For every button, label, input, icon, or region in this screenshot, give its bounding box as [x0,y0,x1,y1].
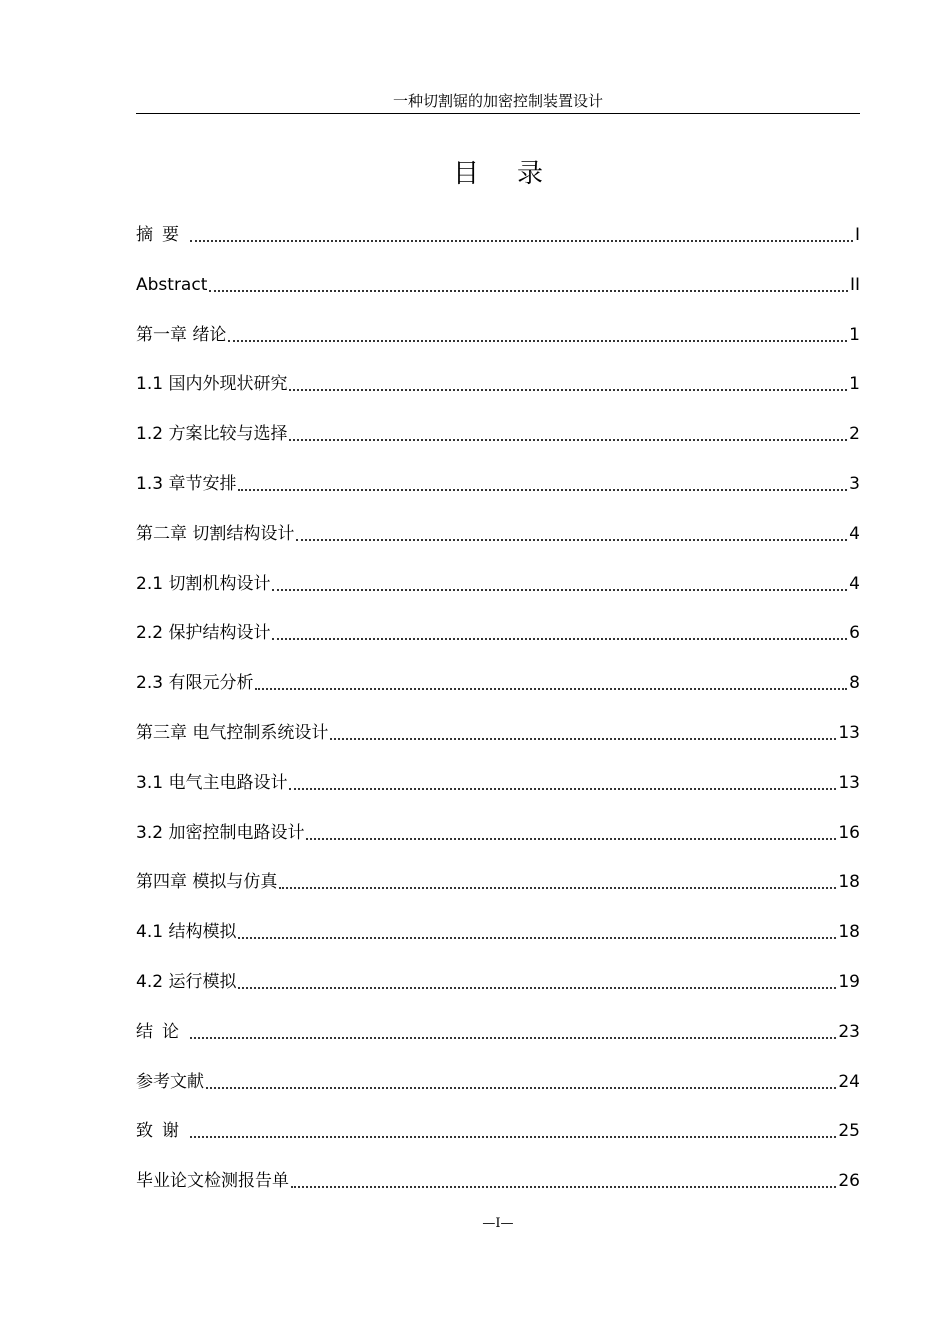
toc-entry-page: 25 [838,1121,860,1142]
toc-entry-label: 1.2 方案比较与选择 [136,424,288,445]
toc-entry-conclusion[interactable] [136,1019,860,1069]
dot-leader [209,272,848,298]
toc-entry-page: 4 [849,523,860,544]
dot-leader [190,1118,836,1144]
toc-entry-acknowledgements[interactable] [136,1118,860,1168]
toc-entry-references[interactable] [136,1069,860,1119]
toc-entry-section-3-1[interactable] [136,770,860,820]
toc-entry-label: 4.2 运行模拟 [136,971,237,992]
toc-entry-page: II [849,274,860,295]
toc-entry-label: 摘要 [136,225,188,245]
toc-entry-chapter-2[interactable] [136,521,860,571]
dot-leader [296,521,847,547]
toc-entry-page: 16 [838,822,860,843]
toc-entry-section-4-1[interactable] [136,919,860,969]
dot-leader [272,571,847,597]
toc-entry-page: 1 [849,324,860,345]
toc-entry-label: 3.2 加密控制电路设计 [136,822,305,843]
toc-entry-plagiarism-report[interactable] [136,1168,860,1218]
page-number: —I— [482,1216,514,1231]
toc-entry-label: 1.3 章节安排 [136,473,237,494]
toc-entry-section-2-1[interactable] [136,571,860,621]
toc-entry-page: 8 [849,673,860,694]
toc-entry-section-4-2[interactable] [136,969,860,1019]
toc-entry-chapter-1[interactable] [136,322,860,372]
dot-leader [291,1168,836,1194]
dot-leader [190,1019,836,1045]
dot-leader [238,919,836,945]
toc-entry-label: 2.2 保护结构设计 [136,623,271,644]
toc-entry-label: 2.3 有限元分析 [136,673,254,694]
toc-entry-section-3-2[interactable] [136,820,860,870]
toc-entry-label: 第三章 电气控制系统设计 [136,722,329,743]
toc-entry-label: 第四章 模拟与仿真 [136,872,278,893]
toc-entry-page: 13 [838,772,860,793]
dot-leader [238,969,836,995]
toc-entry-page: 13 [838,722,860,743]
toc-entry-section-1-3[interactable] [136,471,860,521]
toc-entry-section-1-2[interactable] [136,421,860,471]
running-header: 一种切割锯的加密控制装置设计 [392,92,603,110]
dot-leader [272,620,847,646]
dot-leader [289,371,847,397]
dot-leader [330,720,836,746]
toc-entry-section-2-2[interactable] [136,620,860,670]
toc-entry-page: 19 [838,971,860,992]
toc-entry-page: 4 [849,573,860,594]
toc-entry-label: 第二章 切割结构设计 [136,523,295,544]
toc-entry-label: 参考文献 [136,1071,204,1092]
toc-entry-page: 1 [849,374,860,395]
toc-entry-page: 18 [838,922,860,943]
toc-entry-label: 2.1 切割机构设计 [136,573,271,594]
toc-entry-page: 2 [849,424,860,445]
toc-entry-label: 1.1 国内外现状研究 [136,374,288,395]
toc-entry-label: 第一章 绪论 [136,324,227,345]
toc-entry-label: Abstract [136,274,208,295]
toc-entry-page: I [854,225,860,245]
toc-entry-section-2-3[interactable] [136,670,860,720]
toc-entry-label: 3.1 电气主电路设计 [136,772,288,793]
toc-entry-chapter-3[interactable] [136,720,860,770]
toc-entry-page: 26 [838,1171,860,1192]
toc-entry-label: 毕业论文检测报告单 [136,1171,289,1192]
dot-leader [206,1069,836,1095]
table-of-contents [136,222,860,1218]
dot-leader [289,421,847,447]
dot-leader [306,820,836,846]
toc-entry-abstract-cn[interactable] [136,222,860,272]
dot-leader [255,670,847,696]
toc-entry-section-1-1[interactable] [136,371,860,421]
toc-entry-page: 3 [849,473,860,494]
toc-entry-page: 18 [838,872,860,893]
dot-leader [190,222,853,248]
toc-entry-page: 6 [849,623,860,644]
dot-leader [228,322,847,348]
dot-leader [289,770,836,796]
toc-entry-abstract-en[interactable] [136,272,860,322]
toc-title: 目录 [452,159,581,189]
toc-entry-label: 4.1 结构模拟 [136,922,237,943]
header-rule [136,113,860,114]
toc-entry-page: 24 [838,1071,860,1092]
toc-entry-label: 致谢 [136,1121,188,1142]
toc-entry-page: 23 [838,1021,860,1042]
toc-entry-chapter-4[interactable] [136,869,860,919]
toc-entry-label: 结论 [136,1021,188,1042]
dot-leader [279,869,836,895]
dot-leader [238,471,847,497]
